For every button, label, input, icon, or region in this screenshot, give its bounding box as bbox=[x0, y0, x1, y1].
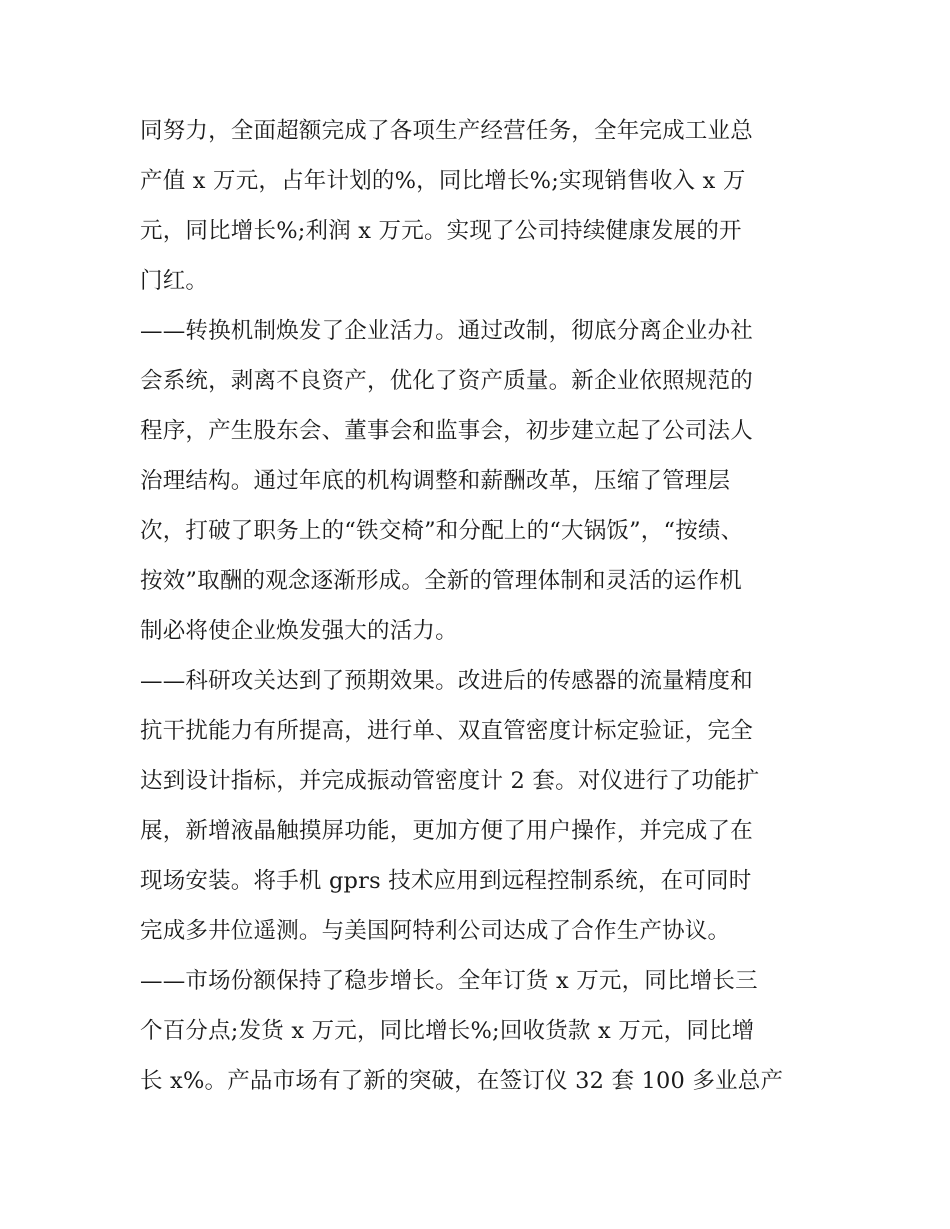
text-line: ——科研攻关达到了预期效果。改进后的传感器的流量精度和 bbox=[140, 668, 753, 694]
text-line: 长 x%。产品市场有了新的突破，在签订仪 32 套 100 多业总产 bbox=[140, 1068, 784, 1094]
text-line: ——转换机制焕发了企业活力。通过改制，彻底分离企业办社 bbox=[140, 318, 753, 344]
document-body bbox=[140, 106, 820, 1106]
text-line: ——市场份额保持了稳步增长。全年订货 x 万元，同比增长三 bbox=[140, 968, 758, 994]
text-line: 现场安装。将手机 gprs 技术应用到远程控制系统，在可同时 bbox=[140, 868, 752, 894]
text-line: 门红。 bbox=[140, 268, 209, 294]
text-line: 元，同比增长%;利润 x 万元。实现了公司持续健康发展的开 bbox=[140, 218, 742, 244]
text-line: 次，打破了职务上的“铁交椅”和分配上的“大锅饭”，“按绩、 bbox=[140, 518, 744, 544]
text-line: 治理结构。通过年底的机构调整和薪酬改革，压缩了管理层 bbox=[140, 468, 731, 494]
text-line: 达到设计指标，并完成振动管密度计 2 套。对仪进行了功能扩 bbox=[140, 768, 760, 794]
text-line: 制必将使企业焕发强大的活力。 bbox=[140, 618, 458, 644]
text-line: 会系统，剥离不良资产，优化了资产质量。新企业依照规范的 bbox=[140, 368, 753, 394]
text-line: 同努力，全面超额完成了各项生产经营任务，全年完成工业总 bbox=[140, 118, 753, 144]
text-line: 完成多井位遥测。与美国阿特利公司达成了合作生产协议。 bbox=[140, 918, 731, 944]
text-line: 展，新增液晶触摸屏功能，更加方便了用户操作，并完成了在 bbox=[140, 818, 753, 844]
text-line: 按效”取酬的观念逐渐形成。全新的管理体制和灵活的运作机 bbox=[140, 568, 742, 594]
text-line: 个百分点;发货 x 万元，同比增长%;回收货款 x 万元，同比增 bbox=[140, 1018, 755, 1044]
text-line: 抗干扰能力有所提高，进行单、双直管密度计标定验证，完全 bbox=[140, 718, 753, 744]
text-line: 程序，产生股东会、董事会和监事会，初步建立起了公司法人 bbox=[140, 418, 753, 444]
text-line: 产值 x 万元，占年计划的%，同比增长%;实现销售收入 x 万 bbox=[140, 168, 746, 194]
